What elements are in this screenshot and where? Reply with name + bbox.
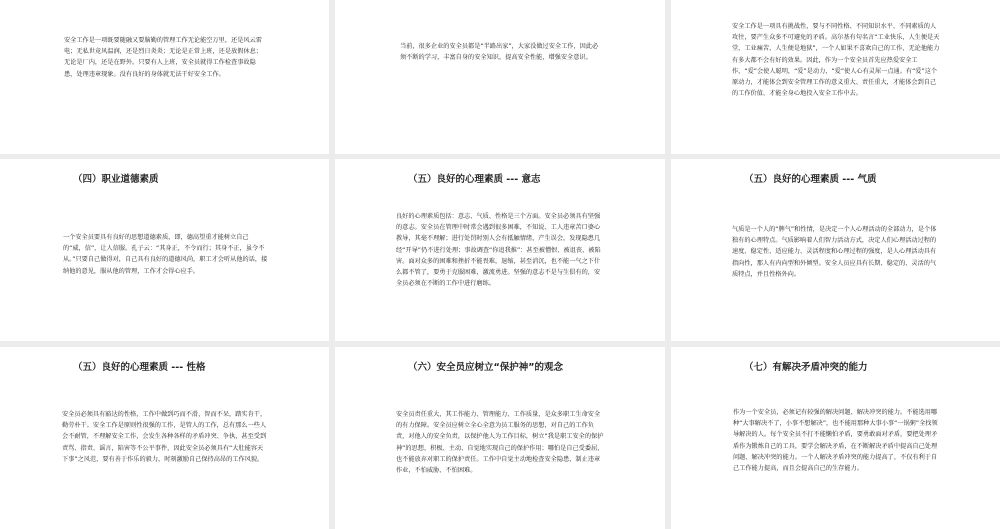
slide-3[interactable] [671, 0, 1000, 154]
slide-6-title: （五）良好的心理素质 --- 气质 [744, 174, 877, 185]
slide-9-title: （七）有解决矛盾冲突的能力 [744, 362, 868, 373]
slide-4-body: 一个安全员要具有良好的思想道德素质，即，德高望重才能树立自己的“威，信”，让人信服。孔子云：“其身正，不令而行；其身不正，虽令不从。”只要自己做得对，自己具有良好的道德风尚，职工才会听从他的话，接纳他的意见，服从他的管理，工作才会得心应手。 [63, 234, 268, 275]
slide-4[interactable] [0, 159, 329, 341]
slide-2-body: 当前，很多企业的安全员都是“半路出家”，大家没做过安全工作，因此必须不断的学习，丰富自身的安全知识，提高安全性能，增强安全意识。 [400, 43, 599, 62]
slide-6[interactable] [671, 159, 1000, 341]
slide-7-title: （五）良好的心理素质 --- 性格 [73, 362, 206, 373]
slide-8-body: 安全员责任重大，其工作能力、管理能力、工作质量，是众多职工生命安全的有力保障。安全员应树立全心全意为员工服务的思想，对自己的工作负责，对他人的安全负责，以保护他人为工作目标，树立“我是职工安全的保护神”的思想，积极、主动、自觉地实现自己的保护作用；哪怕是自己受委屈，也不能放弃对职工的保护责任。工作中自觉主动地检查安全隐患，制止违章作业，不怕威胁、不怕困难。 [396, 411, 604, 475]
slide-9[interactable] [671, 347, 1000, 529]
slide-7-body: 安全员必须具有豁达的性格，工作中做到巧而不滑，智而不呆，踏实肯干，勤劳朴干。安全工作是原则性很强的工作，是管人的工作，总有那么一些人会不耐管，不理解安全工作，会发生各种各样的矛盾冲突、争执，甚至受到责骂、指责、谣言，陷害等不公平事件，因此安全员必须具有“大肚能容天下事”之风范，要有善于作乐的毅力，时刻激励自己保持高昂的工作风貌。 [62, 411, 267, 463]
slide-7[interactable] [0, 347, 329, 529]
slide-3-body: 安全工作是一项具有挑战性，要与不同性格、不同知识水平、不同素质的人攻往，要产生众多不可避免的矛盾。高尔基有句名言“工业快乐，人生便是天堂，工业痛苦，人生便是地狱”，一个人如果不喜欢自己的工作，无论他能力有多大都不会有好的效果。因此，作为一个安全员首先应热爱安全工作，“爱”会使人聪明，“爱”是动力，“爱”使人心有灵犀一点通。有“爱”这个原动力，才能体会到安全管理工作的意义重大、责任重大，才能体会到自己的工作价值、才能全身心地投入安全工作中去。 [732, 23, 940, 98]
slide-5[interactable] [335, 159, 665, 341]
slide-4-title: （四）职业道德素质 [73, 174, 159, 185]
slide-1[interactable] [0, 0, 329, 154]
slide-2[interactable] [335, 0, 665, 154]
slide-1-body: 安全工作是一项既要随融又要脑勤的管理工作无论能空万里，还是风云雷电；无私世竟风温润，还是烈日炎炎；无论是正常上班，还是放假休息；无论是厂内，还是在野外。只要有人上班，安全员就得工作检查事故隐患，处理违章现象。没有良好的身体就无法干好安全工作。 [64, 37, 262, 78]
slide-8-title: （六）安全员应树立“保护神”的观念 [408, 362, 563, 373]
slide-5-title: （五）良好的心理素质 --- 意志 [408, 174, 541, 185]
slide-8[interactable] [335, 347, 665, 529]
slide-6-body: 气质是一个人的“脾气”和性情，是决定一个人心理活动的全部动力，是个体独有的心理特点。气质影响着人们智力活动方式，决定人们心理活动过程的速度、稳定性、适应能力、灵活程度和心理过程的强度，是人心理活动具有指向性，那人有内向型和外倾型。安全人员应具有长期、稳定的、灵活的气质特点，并且性格外向。 [732, 226, 937, 278]
slide-5-body: 良好的心理素质包括：意志、气质、性格是三个方面。安全员必须具有坚强的意志。安全员在管理中时常会遇到很多困难，不知说、工人违章苦口婆心教导，其毫不理解；进行处罚时别人会有抵触情绪，产生误会，发现隐患几经“开导”仍不进行处理；事故调查“你追我推”：甚至被憎恨、被诅丧、被陷害。面对众多的困难和挫折不能畏难，退缩，甚至消沉，也不能一气之下什么都不管了，要勇于克服困难，激流勇进。坚强的意志不是与生俱有的，安全员必须在不断的工作中进行磨练。 [396, 213, 601, 288]
slide-9-body: 作为一个安全员，必须记有较强的解决问题、解决冲突的能力。不能选用哪种“大事解决不了，小事不想解决”，也不能用那种大事小事“一锅粥”全找领导解决的人。每个安全员不打不能懒怕矛盾，要勇敢面对矛盾，要把处理矛盾作为锻炼自己的工具，要学会解决矛盾，在不断解决矛盾中提高自己处理问题、解决冲突的能力。一个人解决矛盾冲突的能力提高了，不仅有利于自己工作能力提高，而且会提高自己的生存能力。 [733, 409, 938, 473]
